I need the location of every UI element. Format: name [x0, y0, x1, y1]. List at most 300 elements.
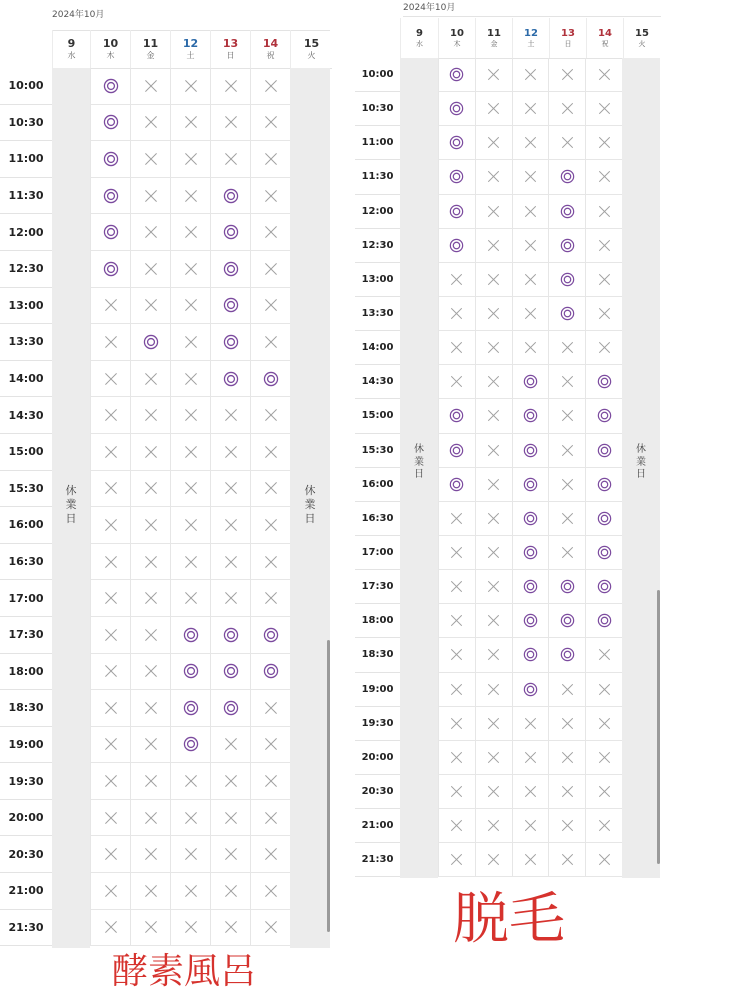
unavailable-mark-icon — [560, 443, 575, 458]
available-mark-icon — [449, 101, 464, 116]
slot-unavailable — [170, 873, 210, 909]
unavailable-mark-icon — [263, 114, 279, 130]
unavailable-mark-icon — [523, 169, 538, 184]
slot-available[interactable] — [585, 468, 622, 501]
slot-available[interactable] — [210, 617, 250, 653]
day-header-9 — [52, 30, 90, 68]
slot-unavailable — [250, 434, 290, 470]
slot-available[interactable] — [512, 638, 549, 671]
unavailable-mark-icon — [560, 818, 575, 833]
slot-unavailable — [438, 843, 475, 876]
slot-available[interactable] — [438, 58, 475, 91]
unavailable-mark-icon — [143, 480, 159, 496]
unavailable-mark-icon — [183, 590, 199, 606]
slot-unavailable — [438, 570, 475, 603]
time-label: 13:30 — [355, 297, 400, 331]
available-mark-icon — [523, 443, 538, 458]
slot-available[interactable] — [512, 536, 549, 569]
unavailable-mark-icon — [597, 682, 612, 697]
unavailable-mark-icon — [143, 663, 159, 679]
scrollbar[interactable] — [327, 640, 330, 932]
time-slot-row — [438, 604, 622, 638]
slot-available[interactable] — [90, 214, 130, 250]
closed-label-char: 日 — [414, 469, 424, 480]
day-number: 15 — [635, 27, 649, 39]
slot-unavailable — [475, 297, 512, 330]
day-header-row — [400, 18, 660, 59]
slot-available[interactable] — [548, 160, 585, 193]
unavailable-mark-icon — [183, 773, 199, 789]
slot-unavailable — [250, 288, 290, 324]
unavailable-mark-icon — [486, 272, 501, 287]
slot-unavailable — [438, 502, 475, 535]
slot-unavailable — [585, 195, 622, 228]
slot-unavailable — [585, 160, 622, 193]
slot-available[interactable] — [210, 288, 250, 324]
unavailable-mark-icon — [486, 306, 501, 321]
unavailable-mark-icon — [523, 852, 538, 867]
slot-unavailable — [585, 58, 622, 91]
time-label: 16:30 — [0, 544, 52, 581]
slot-unavailable — [548, 331, 585, 364]
slot-available[interactable] — [548, 263, 585, 296]
slot-available[interactable] — [512, 434, 549, 467]
unavailable-mark-icon — [560, 716, 575, 731]
slot-unavailable — [130, 141, 170, 177]
slot-available[interactable] — [585, 399, 622, 432]
slot-unavailable — [475, 673, 512, 706]
unavailable-mark-icon — [449, 750, 464, 765]
slot-available[interactable] — [585, 434, 622, 467]
slot-unavailable — [130, 251, 170, 287]
unavailable-mark-icon — [103, 700, 119, 716]
unavailable-mark-icon — [449, 647, 464, 662]
available-mark-icon — [223, 627, 239, 643]
slot-available[interactable] — [210, 690, 250, 726]
available-mark-icon — [597, 477, 612, 492]
slot-unavailable — [210, 141, 250, 177]
unavailable-mark-icon — [486, 511, 501, 526]
available-mark-icon — [560, 169, 575, 184]
time-label: 15:00 — [0, 434, 52, 471]
slot-available[interactable] — [438, 126, 475, 159]
unavailable-mark-icon — [597, 169, 612, 184]
slot-available[interactable] — [512, 604, 549, 637]
slot-grid — [90, 68, 290, 946]
unavailable-mark-icon — [103, 444, 119, 460]
unavailable-mark-icon — [560, 750, 575, 765]
slot-unavailable — [170, 324, 210, 360]
slot-available[interactable] — [512, 673, 549, 706]
unavailable-mark-icon — [263, 919, 279, 935]
time-label: 18:30 — [0, 690, 52, 727]
time-label: 14:00 — [355, 331, 400, 365]
slot-available[interactable] — [585, 536, 622, 569]
slot-unavailable — [130, 763, 170, 799]
slot-available[interactable] — [512, 365, 549, 398]
unavailable-mark-icon — [143, 407, 159, 423]
slot-unavailable — [210, 68, 250, 104]
day-number: 11 — [142, 37, 159, 50]
slot-unavailable — [548, 502, 585, 535]
slot-available[interactable] — [438, 195, 475, 228]
slot-available[interactable] — [90, 251, 130, 287]
unavailable-mark-icon — [449, 545, 464, 560]
day-header-12 — [512, 18, 549, 58]
unavailable-mark-icon — [597, 340, 612, 355]
available-mark-icon — [523, 647, 538, 662]
closed-label-char: 休 — [414, 444, 424, 455]
day-of-week: 水 — [416, 39, 423, 48]
slot-unavailable — [130, 105, 170, 141]
time-label: 15:30 — [0, 471, 52, 508]
available-mark-icon — [103, 78, 119, 94]
unavailable-mark-icon — [143, 773, 159, 789]
slot-unavailable — [130, 361, 170, 397]
slot-available[interactable] — [170, 690, 210, 726]
slot-unavailable — [130, 727, 170, 763]
slot-available[interactable] — [585, 570, 622, 603]
slot-unavailable — [210, 873, 250, 909]
unavailable-mark-icon — [449, 374, 464, 389]
unavailable-mark-icon — [103, 297, 119, 313]
day-header-10 — [90, 30, 130, 68]
slot-unavailable — [548, 58, 585, 91]
unavailable-mark-icon — [560, 408, 575, 423]
slot-available[interactable] — [548, 195, 585, 228]
unavailable-mark-icon — [523, 340, 538, 355]
time-slot-row — [90, 617, 290, 654]
slot-unavailable — [130, 690, 170, 726]
closed-column-9 — [400, 58, 438, 878]
slot-unavailable — [475, 58, 512, 91]
slot-available[interactable] — [512, 468, 549, 501]
slot-unavailable — [90, 836, 130, 872]
time-slot-row — [438, 126, 622, 160]
available-mark-icon — [183, 627, 199, 643]
slot-unavailable — [250, 178, 290, 214]
time-slot-row — [90, 141, 290, 178]
time-label: 12:30 — [0, 251, 52, 288]
unavailable-mark-icon — [183, 517, 199, 533]
time-slot-row — [438, 195, 622, 229]
slot-unavailable — [475, 263, 512, 296]
closed-label-char: 日 — [65, 511, 77, 525]
time-label: 10:00 — [355, 58, 400, 92]
slot-available[interactable] — [548, 570, 585, 603]
slot-unavailable — [90, 434, 130, 470]
slot-available[interactable] — [170, 654, 210, 690]
time-label: 17:30 — [0, 617, 52, 654]
slot-unavailable — [512, 195, 549, 228]
slot-available[interactable] — [548, 604, 585, 637]
slot-unavailable — [438, 707, 475, 740]
available-mark-icon — [597, 613, 612, 628]
closed-column-15 — [622, 58, 660, 878]
slot-unavailable — [250, 105, 290, 141]
slot-available[interactable] — [512, 570, 549, 603]
unavailable-mark-icon — [523, 306, 538, 321]
slot-unavailable — [438, 331, 475, 364]
slot-unavailable — [548, 126, 585, 159]
day-number: 10 — [102, 37, 119, 50]
day-number: 15 — [303, 37, 320, 50]
slot-unavailable — [475, 843, 512, 876]
slot-available[interactable] — [512, 502, 549, 535]
unavailable-mark-icon — [103, 810, 119, 826]
unavailable-mark-icon — [486, 238, 501, 253]
slot-unavailable — [438, 365, 475, 398]
unavailable-mark-icon — [523, 818, 538, 833]
scrollbar[interactable] — [657, 590, 660, 864]
unavailable-mark-icon — [486, 340, 501, 355]
time-slot-row — [90, 580, 290, 617]
slot-unavailable — [438, 604, 475, 637]
slot-unavailable — [90, 471, 130, 507]
unavailable-mark-icon — [597, 204, 612, 219]
slot-available[interactable] — [548, 229, 585, 262]
slot-unavailable — [250, 397, 290, 433]
slot-unavailable — [438, 638, 475, 671]
closed-label-char: 日 — [636, 469, 646, 480]
time-label: 15:30 — [355, 434, 400, 468]
slot-unavailable — [250, 727, 290, 763]
slot-available[interactable] — [170, 727, 210, 763]
slot-available[interactable] — [130, 324, 170, 360]
slot-unavailable — [210, 397, 250, 433]
day-of-week: 土 — [186, 51, 195, 60]
slot-unavailable — [170, 544, 210, 580]
unavailable-mark-icon — [103, 334, 119, 350]
time-slot-row — [90, 654, 290, 691]
slot-unavailable — [130, 434, 170, 470]
slot-unavailable — [548, 707, 585, 740]
slot-unavailable — [170, 434, 210, 470]
unavailable-mark-icon — [449, 613, 464, 628]
unavailable-mark-icon — [486, 750, 501, 765]
slot-unavailable — [475, 604, 512, 637]
closed-label-char: 休 — [304, 484, 316, 497]
slot-available[interactable] — [438, 399, 475, 432]
slot-unavailable — [210, 580, 250, 616]
day-number: 10 — [450, 27, 464, 39]
time-slot-row — [438, 297, 622, 331]
unavailable-mark-icon — [449, 784, 464, 799]
available-mark-icon — [597, 511, 612, 526]
unavailable-mark-icon — [183, 480, 199, 496]
day-number: 9 — [416, 27, 423, 39]
day-of-week: 火 — [307, 51, 316, 60]
unavailable-mark-icon — [486, 852, 501, 867]
slot-unavailable — [548, 468, 585, 501]
unavailable-mark-icon — [223, 554, 239, 570]
available-mark-icon — [523, 613, 538, 628]
slot-unavailable — [250, 214, 290, 250]
unavailable-mark-icon — [263, 846, 279, 862]
available-mark-icon — [223, 224, 239, 240]
time-slot-row — [438, 365, 622, 399]
unavailable-mark-icon — [143, 554, 159, 570]
day-number: 14 — [598, 27, 612, 39]
slot-unavailable — [90, 763, 130, 799]
slot-unavailable — [475, 570, 512, 603]
slot-available[interactable] — [548, 297, 585, 330]
slot-available[interactable] — [250, 654, 290, 690]
time-slot-row — [438, 741, 622, 775]
available-mark-icon — [560, 238, 575, 253]
unavailable-mark-icon — [183, 919, 199, 935]
slot-grid — [438, 58, 622, 877]
unavailable-mark-icon — [523, 67, 538, 82]
unavailable-mark-icon — [263, 554, 279, 570]
slot-unavailable — [170, 141, 210, 177]
time-label: 17:00 — [355, 536, 400, 570]
slot-unavailable — [250, 836, 290, 872]
unavailable-mark-icon — [143, 627, 159, 643]
day-number: 13 — [561, 27, 575, 39]
day-number: 11 — [487, 27, 501, 39]
unavailable-mark-icon — [560, 374, 575, 389]
slot-unavailable — [90, 324, 130, 360]
time-label: 11:30 — [355, 160, 400, 194]
slot-available[interactable] — [210, 251, 250, 287]
unavailable-mark-icon — [183, 883, 199, 899]
slot-available[interactable] — [210, 178, 250, 214]
slot-available[interactable] — [90, 105, 130, 141]
day-of-week: 木 — [106, 51, 115, 60]
time-slot-row — [438, 775, 622, 809]
unavailable-mark-icon — [597, 716, 612, 731]
slot-available[interactable] — [210, 324, 250, 360]
slot-unavailable — [585, 229, 622, 262]
slot-available[interactable] — [210, 214, 250, 250]
unavailable-mark-icon — [449, 716, 464, 731]
unavailable-mark-icon — [597, 306, 612, 321]
time-slot-row — [438, 468, 622, 502]
slot-unavailable — [210, 800, 250, 836]
time-slot-row — [90, 178, 290, 215]
slot-available[interactable] — [170, 617, 210, 653]
time-label: 15:00 — [355, 399, 400, 433]
unavailable-mark-icon — [223, 151, 239, 167]
time-label: 11:00 — [0, 141, 52, 178]
time-slot-row — [438, 570, 622, 604]
available-mark-icon — [560, 306, 575, 321]
day-header-12 — [170, 30, 210, 68]
time-label: 18:00 — [355, 604, 400, 638]
slot-available[interactable] — [512, 399, 549, 432]
unavailable-mark-icon — [523, 204, 538, 219]
slot-available[interactable] — [90, 68, 130, 104]
time-slot-row — [438, 229, 622, 263]
slot-available[interactable] — [90, 141, 130, 177]
unavailable-mark-icon — [560, 135, 575, 150]
unavailable-mark-icon — [143, 919, 159, 935]
slot-unavailable — [210, 471, 250, 507]
unavailable-mark-icon — [597, 750, 612, 765]
unavailable-mark-icon — [143, 188, 159, 204]
slot-available[interactable] — [250, 617, 290, 653]
slot-available[interactable] — [438, 92, 475, 125]
slot-unavailable — [250, 324, 290, 360]
slot-available[interactable] — [250, 361, 290, 397]
time-slot-row — [438, 673, 622, 707]
slot-unavailable — [475, 160, 512, 193]
slot-unavailable — [250, 68, 290, 104]
unavailable-mark-icon — [597, 101, 612, 116]
day-number: 12 — [524, 27, 538, 39]
slot-available[interactable] — [438, 434, 475, 467]
unavailable-mark-icon — [143, 700, 159, 716]
slot-unavailable — [585, 741, 622, 774]
unavailable-mark-icon — [183, 554, 199, 570]
slot-unavailable — [130, 214, 170, 250]
slot-available[interactable] — [548, 638, 585, 671]
day-number: 13 — [222, 37, 239, 50]
slot-available[interactable] — [438, 160, 475, 193]
slot-available[interactable] — [90, 178, 130, 214]
unavailable-mark-icon — [143, 517, 159, 533]
time-slot-row — [90, 214, 290, 251]
time-slot-row — [438, 92, 622, 126]
time-slot-row — [438, 434, 622, 468]
slot-available[interactable] — [585, 502, 622, 535]
unavailable-mark-icon — [183, 810, 199, 826]
slot-unavailable — [130, 288, 170, 324]
time-slot-row — [90, 105, 290, 142]
available-mark-icon — [223, 261, 239, 277]
slot-available[interactable] — [438, 229, 475, 262]
unavailable-mark-icon — [143, 114, 159, 130]
slot-available[interactable] — [210, 654, 250, 690]
unavailable-mark-icon — [103, 773, 119, 789]
available-mark-icon — [263, 371, 279, 387]
time-slot-row — [438, 536, 622, 570]
available-mark-icon — [560, 272, 575, 287]
slot-unavailable — [475, 126, 512, 159]
unavailable-mark-icon — [560, 682, 575, 697]
slot-unavailable — [250, 873, 290, 909]
day-header-15 — [623, 18, 660, 58]
slot-unavailable — [250, 251, 290, 287]
time-label: 14:30 — [355, 365, 400, 399]
slot-available[interactable] — [438, 468, 475, 501]
unavailable-mark-icon — [103, 883, 119, 899]
unavailable-mark-icon — [263, 407, 279, 423]
slot-unavailable — [475, 741, 512, 774]
unavailable-mark-icon — [263, 334, 279, 350]
time-slot-row — [90, 763, 290, 800]
slot-unavailable — [90, 910, 130, 946]
day-of-week: 水 — [67, 51, 76, 60]
time-label: 12:00 — [0, 214, 52, 251]
slot-unavailable — [585, 126, 622, 159]
slot-available[interactable] — [210, 361, 250, 397]
unavailable-mark-icon — [449, 818, 464, 833]
closed-label-char: 業 — [636, 456, 646, 468]
slot-unavailable — [548, 809, 585, 842]
unavailable-mark-icon — [597, 67, 612, 82]
unavailable-mark-icon — [103, 919, 119, 935]
slot-unavailable — [548, 92, 585, 125]
slot-available[interactable] — [585, 604, 622, 637]
available-mark-icon — [263, 627, 279, 643]
slot-unavailable — [90, 507, 130, 543]
slot-available[interactable] — [585, 365, 622, 398]
slot-unavailable — [250, 763, 290, 799]
unavailable-mark-icon — [449, 272, 464, 287]
unavailable-mark-icon — [143, 151, 159, 167]
